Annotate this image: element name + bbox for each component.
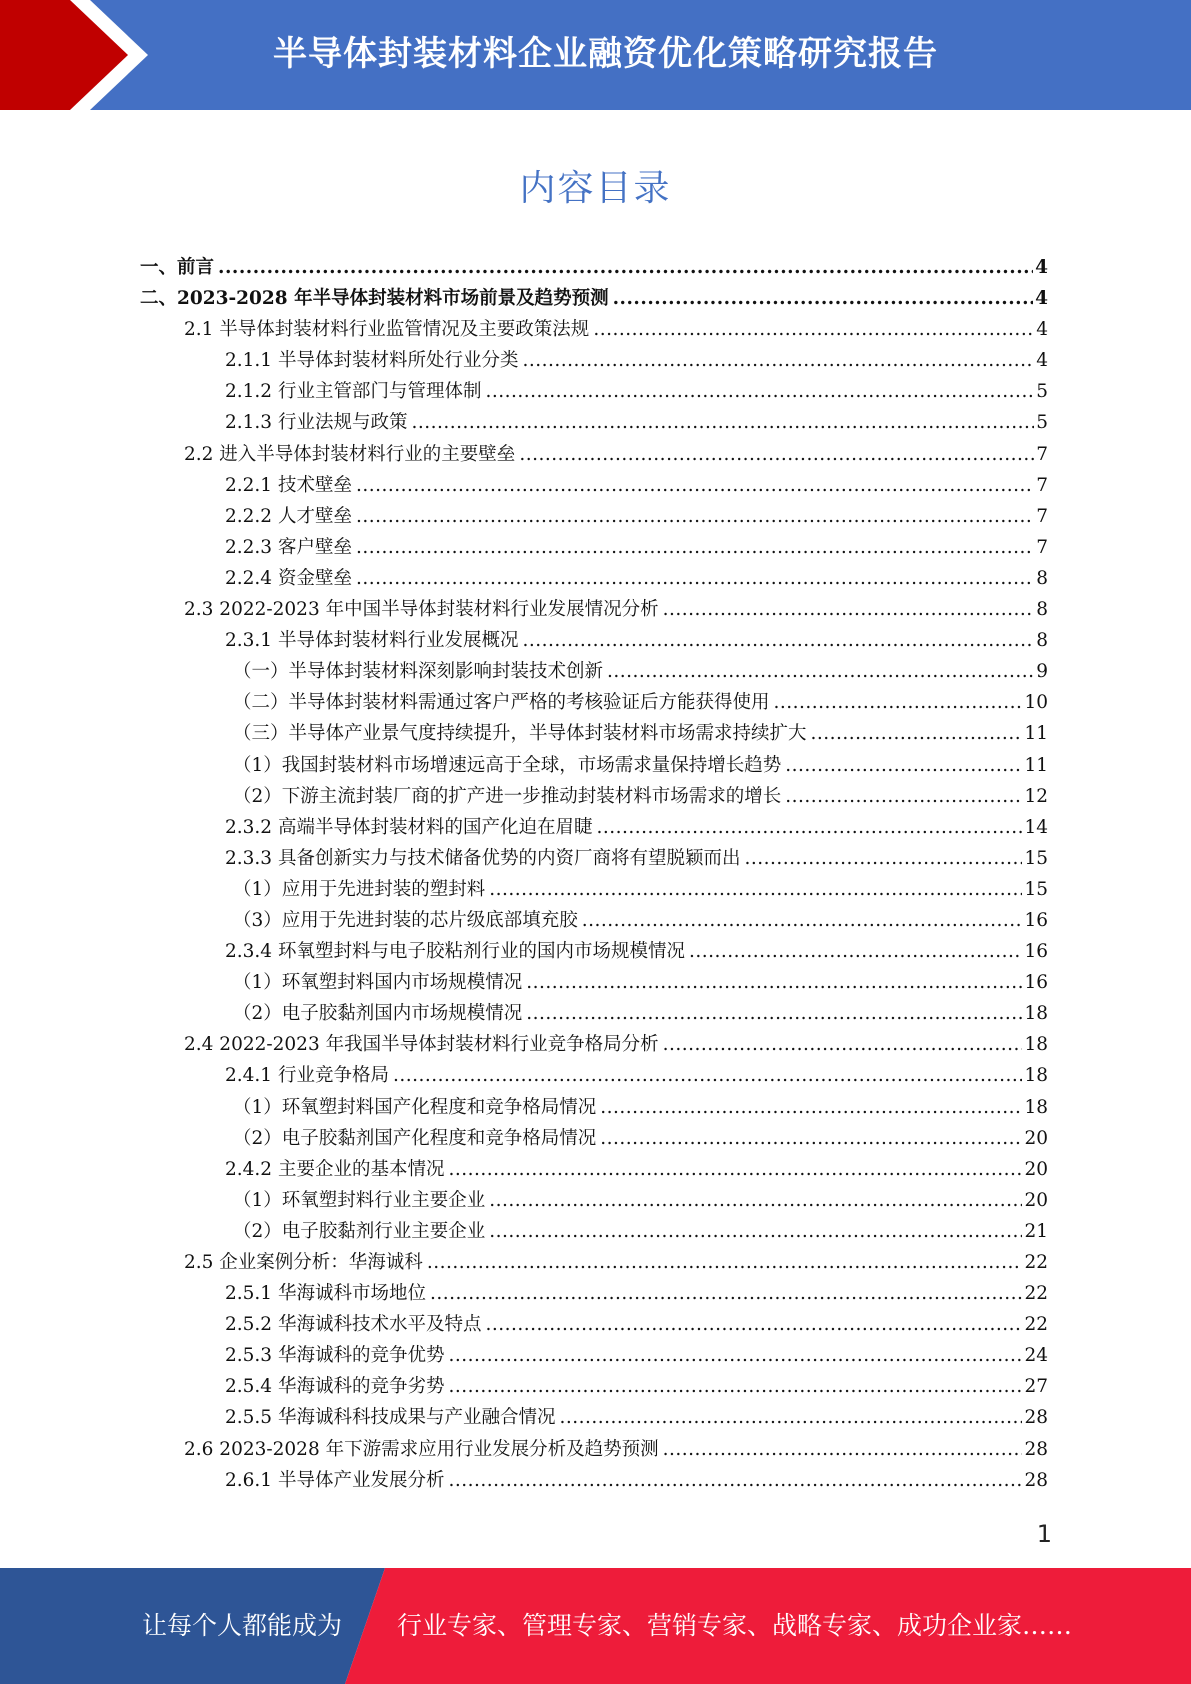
footer-slogan-right: 行业专家、管理专家、营销专家、战略专家、成功企业家…… — [397, 1611, 1073, 1640]
toc-dot-leader — [519, 444, 1034, 465]
toc-dot-leader — [356, 475, 1034, 496]
toc-entry-page: 28 — [1024, 1407, 1048, 1429]
toc-entry[interactable] — [140, 564, 1048, 595]
toc-dot-leader — [600, 1128, 1022, 1149]
toc-entry[interactable] — [140, 1248, 1048, 1279]
toc-dot-leader — [785, 786, 1022, 807]
toc-dot-leader — [448, 1159, 1022, 1180]
toc-entry-page: 16 — [1024, 909, 1048, 931]
footer-band — [0, 1568, 1191, 1684]
toc-entry[interactable] — [140, 440, 1048, 471]
toc-entry-label: （1）应用于先进封装的塑封料 — [233, 878, 486, 900]
toc-entry-label: 2.4.1 行业竞争格局 — [225, 1065, 389, 1087]
toc-dot-leader — [448, 1345, 1022, 1366]
toc-entry-page: 20 — [1024, 1158, 1048, 1180]
toc-entry-label: 2.5.4 华海诚科的竞争劣势 — [225, 1376, 445, 1398]
toc-dot-leader — [218, 257, 1033, 278]
toc-entry-label: （1）环氧塑封料国产化程度和竞争格局情况 — [233, 1096, 597, 1118]
toc-dot-leader — [356, 568, 1034, 589]
toc-entry[interactable] — [140, 1466, 1048, 1497]
toc-dot-leader — [522, 630, 1034, 651]
toc-entry[interactable] — [140, 751, 1048, 782]
toc-entry[interactable] — [140, 906, 1048, 937]
toc-dot-leader — [663, 1034, 1023, 1055]
toc-entry[interactable] — [140, 471, 1048, 502]
toc-entry-page: 7 — [1036, 443, 1048, 465]
toc-entry-page: 7 — [1036, 505, 1048, 527]
toc-entry[interactable] — [140, 284, 1048, 315]
toc-entry[interactable] — [140, 595, 1048, 626]
toc-entry-label: 2.4.2 主要企业的基本情况 — [225, 1158, 445, 1180]
table-of-contents — [140, 253, 1048, 1497]
toc-entry-page: 22 — [1024, 1314, 1048, 1336]
toc-entry-page: 5 — [1036, 381, 1048, 403]
toc-entry-label: 2.2.2 人才壁垒 — [225, 505, 352, 527]
toc-dot-leader — [489, 1190, 1022, 1211]
toc-entry-label: （2）电子胶黏剂国内市场规模情况 — [233, 1003, 523, 1025]
toc-dot-leader — [522, 350, 1034, 371]
toc-entry-label: 2.5.2 华海诚科技术水平及特点 — [225, 1314, 482, 1336]
toc-dot-leader — [785, 755, 1022, 776]
report-title: 半导体封装材料企业融资优化策略研究报告 — [273, 34, 938, 74]
toc-dot-leader — [526, 972, 1022, 993]
toc-entry-label: 2.3 2022-2023 年中国半导体封装材料行业发展情况分析 — [184, 599, 659, 621]
toc-entry-label: （三）半导体产业景气度持续提升，半导体封装材料市场需求持续扩大 — [233, 723, 807, 745]
toc-entry-page: 8 — [1036, 599, 1048, 621]
toc-entry[interactable] — [140, 315, 1048, 346]
toc-entry-page: 14 — [1024, 816, 1048, 838]
toc-entry[interactable] — [140, 1030, 1048, 1061]
toc-entry[interactable] — [140, 1155, 1048, 1186]
toc-dot-leader — [663, 599, 1035, 620]
toc-entry[interactable] — [140, 408, 1048, 439]
toc-entry-page: 28 — [1024, 1438, 1048, 1460]
toc-entry-page: 18 — [1024, 1034, 1048, 1056]
toc-entry-label: 2.5.1 华海诚科市场地位 — [225, 1283, 426, 1305]
toc-entry[interactable] — [140, 875, 1048, 906]
toc-dot-leader — [559, 1407, 1022, 1428]
toc-entry[interactable] — [140, 626, 1048, 657]
toc-entry-label: 2.1.1 半导体封装材料所处行业分类 — [225, 350, 519, 372]
toc-entry-label: 2.4 2022-2023 年我国半导体封装材料行业竞争格局分析 — [184, 1034, 659, 1056]
toc-entry-page: 4 — [1036, 319, 1048, 341]
toc-entry-page: 20 — [1024, 1127, 1048, 1149]
toc-entry-page: 18 — [1024, 1065, 1048, 1087]
footer-slogan-left: 让每个人都能成为 — [142, 1611, 343, 1640]
toc-entry-page: 10 — [1024, 692, 1048, 714]
toc-entry[interactable] — [140, 533, 1048, 564]
toc-dot-leader — [489, 879, 1022, 900]
toc-entry-label: 2.2 进入半导体封装材料行业的主要壁垒 — [184, 443, 516, 465]
toc-entry[interactable] — [140, 1217, 1048, 1248]
toc-dot-leader — [356, 506, 1034, 527]
toc-entry[interactable] — [140, 968, 1048, 999]
toc-entry-page: 16 — [1024, 941, 1048, 963]
toc-entry-page: 22 — [1024, 1283, 1048, 1305]
toc-entry[interactable] — [140, 502, 1048, 533]
toc-dot-leader — [744, 848, 1022, 869]
toc-entry[interactable] — [140, 1372, 1048, 1403]
toc-entry-label: 2.6.1 半导体产业发展分析 — [225, 1469, 445, 1491]
toc-entry[interactable] — [140, 1403, 1048, 1434]
toc-entry[interactable] — [140, 1124, 1048, 1155]
toc-entry[interactable] — [140, 657, 1048, 688]
toc-dot-leader — [600, 1097, 1022, 1118]
toc-entry[interactable] — [140, 1341, 1048, 1372]
toc-dot-leader — [411, 412, 1034, 433]
toc-dot-leader — [593, 319, 1034, 340]
toc-entry-page: 5 — [1036, 412, 1048, 434]
toc-entry[interactable] — [140, 844, 1048, 875]
header-band — [0, 0, 1191, 110]
toc-entry[interactable] — [140, 1061, 1048, 1092]
toc-entry[interactable] — [140, 999, 1048, 1030]
toc-entry-label: 2.3.2 高端半导体封装材料的国产化迫在眉睫 — [225, 816, 593, 838]
toc-entry-label: 2.5.3 华海诚科的竞争优势 — [225, 1345, 445, 1367]
toc-entry[interactable] — [140, 253, 1048, 284]
toc-entry-page: 8 — [1036, 567, 1048, 589]
toc-entry-label: 2.5.5 华海诚科科技成果与产业融合情况 — [225, 1407, 556, 1429]
toc-entry-page: 18 — [1024, 1096, 1048, 1118]
toc-dot-leader — [526, 1003, 1022, 1024]
page-number: 1 — [1036, 1520, 1052, 1548]
toc-dot-leader — [613, 288, 1034, 309]
toc-dot-leader — [596, 817, 1022, 838]
toc-entry-label: 2.3.1 半导体封装材料行业发展概况 — [225, 630, 519, 652]
toc-entry[interactable] — [140, 1435, 1048, 1466]
toc-entry[interactable] — [140, 1279, 1048, 1310]
toc-dot-leader — [774, 692, 1023, 713]
toc-dot-leader — [582, 910, 1023, 931]
toc-entry-label: 二、2023-2028 年半导体封装材料市场前景及趋势预测 — [140, 288, 609, 310]
toc-entry-page: 11 — [1024, 754, 1048, 776]
toc-entry-page: 21 — [1024, 1220, 1048, 1242]
toc-entry[interactable] — [140, 782, 1048, 813]
toc-entry-page: 20 — [1024, 1189, 1048, 1211]
toc-entry-label: 2.3.3 具备创新实力与技术储备优势的内资厂商将有望脱颖而出 — [225, 847, 741, 869]
toc-entry[interactable] — [140, 1310, 1048, 1341]
toc-entry-label: 2.1 半导体封装材料行业监管情况及主要政策法规 — [184, 319, 590, 341]
toc-entry-label: （3）应用于先进封装的芯片级底部填充胶 — [233, 909, 578, 931]
toc-heading: 内容目录 — [519, 168, 672, 209]
toc-entry-label: （1）我国封装材料市场增速远高于全球，市场需求量保持增长趋势 — [233, 754, 782, 776]
toc-dot-leader — [448, 1470, 1022, 1491]
toc-entry-label: 2.2.4 资金壁垒 — [225, 567, 352, 589]
toc-entry-page: 28 — [1024, 1469, 1048, 1491]
toc-entry-page: 11 — [1024, 723, 1048, 745]
toc-entry[interactable] — [140, 346, 1048, 377]
toc-entry-page: 7 — [1036, 536, 1048, 558]
toc-dot-leader — [689, 941, 1022, 962]
toc-entry-label: （2）电子胶黏剂行业主要企业 — [233, 1220, 486, 1242]
toc-entry-page: 18 — [1024, 1003, 1048, 1025]
toc-entry-page: 16 — [1024, 972, 1048, 994]
toc-entry-label: 一、前言 — [140, 257, 215, 278]
toc-entry[interactable] — [140, 937, 1048, 968]
toc-entry[interactable] — [140, 719, 1048, 750]
toc-dot-leader — [663, 1439, 1023, 1460]
toc-entry-label: （2）电子胶黏剂国产化程度和竞争格局情况 — [233, 1127, 597, 1149]
toc-entry-page: 27 — [1024, 1376, 1048, 1398]
toc-entry-label: 2.2.1 技术壁垒 — [225, 474, 352, 496]
toc-entry-page: 9 — [1036, 661, 1048, 683]
toc-entry-page: 15 — [1024, 878, 1048, 900]
toc-dot-leader — [356, 537, 1034, 558]
toc-entry-page: 22 — [1024, 1252, 1048, 1273]
toc-dot-leader — [489, 1221, 1022, 1242]
toc-entry-label: （2）下游主流封装厂商的扩产进一步推动封装材料市场需求的增长 — [233, 785, 782, 807]
toc-dot-leader — [485, 381, 1034, 402]
toc-dot-leader — [427, 1252, 1023, 1273]
toc-entry-page: 8 — [1036, 630, 1048, 652]
toc-entry-label: 2.2.3 客户壁垒 — [225, 536, 352, 558]
toc-dot-leader — [393, 1065, 1022, 1086]
toc-entry-label: 2.1.3 行业法规与政策 — [225, 412, 408, 434]
toc-entry[interactable] — [140, 813, 1048, 844]
toc-dot-leader — [448, 1376, 1022, 1397]
toc-entry-label: 2.3.4 环氧塑封料与电子胶粘剂行业的国内市场规模情况 — [225, 941, 685, 963]
toc-entry-page: 4 — [1036, 350, 1048, 372]
toc-dot-leader — [430, 1283, 1022, 1304]
toc-entry-page: 4 — [1035, 257, 1048, 278]
toc-entry-page: 15 — [1024, 847, 1048, 869]
toc-entry-page: 4 — [1035, 288, 1048, 310]
toc-entry[interactable] — [140, 688, 1048, 719]
toc-entry-label: 2.6 2023-2028 年下游需求应用行业发展分析及趋势预测 — [184, 1438, 659, 1460]
toc-entry-label: （1）环氧塑封料行业主要企业 — [233, 1189, 486, 1211]
toc-entry-page: 7 — [1036, 474, 1048, 496]
toc-entry-label: 2.1.2 行业主管部门与管理体制 — [225, 381, 482, 403]
toc-entry[interactable] — [140, 1093, 1048, 1124]
toc-entry-page: 12 — [1024, 785, 1048, 807]
toc-entry-label: （一）半导体封装材料深刻影响封装技术创新 — [233, 661, 604, 683]
toc-entry[interactable] — [140, 1186, 1048, 1217]
toc-entry-label: 2.5 企业案例分析：华海诚科 — [184, 1252, 423, 1273]
toc-dot-leader — [811, 723, 1023, 744]
toc-entry-page: 24 — [1024, 1345, 1048, 1367]
toc-entry[interactable] — [140, 377, 1048, 408]
toc-dot-leader — [607, 661, 1034, 682]
toc-entry-label: （二）半导体封装材料需通过客户严格的考核验证后方能获得使用 — [233, 692, 770, 714]
toc-dot-leader — [485, 1314, 1022, 1335]
toc-entry-label: （1）环氧塑封料国内市场规模情况 — [233, 972, 523, 994]
